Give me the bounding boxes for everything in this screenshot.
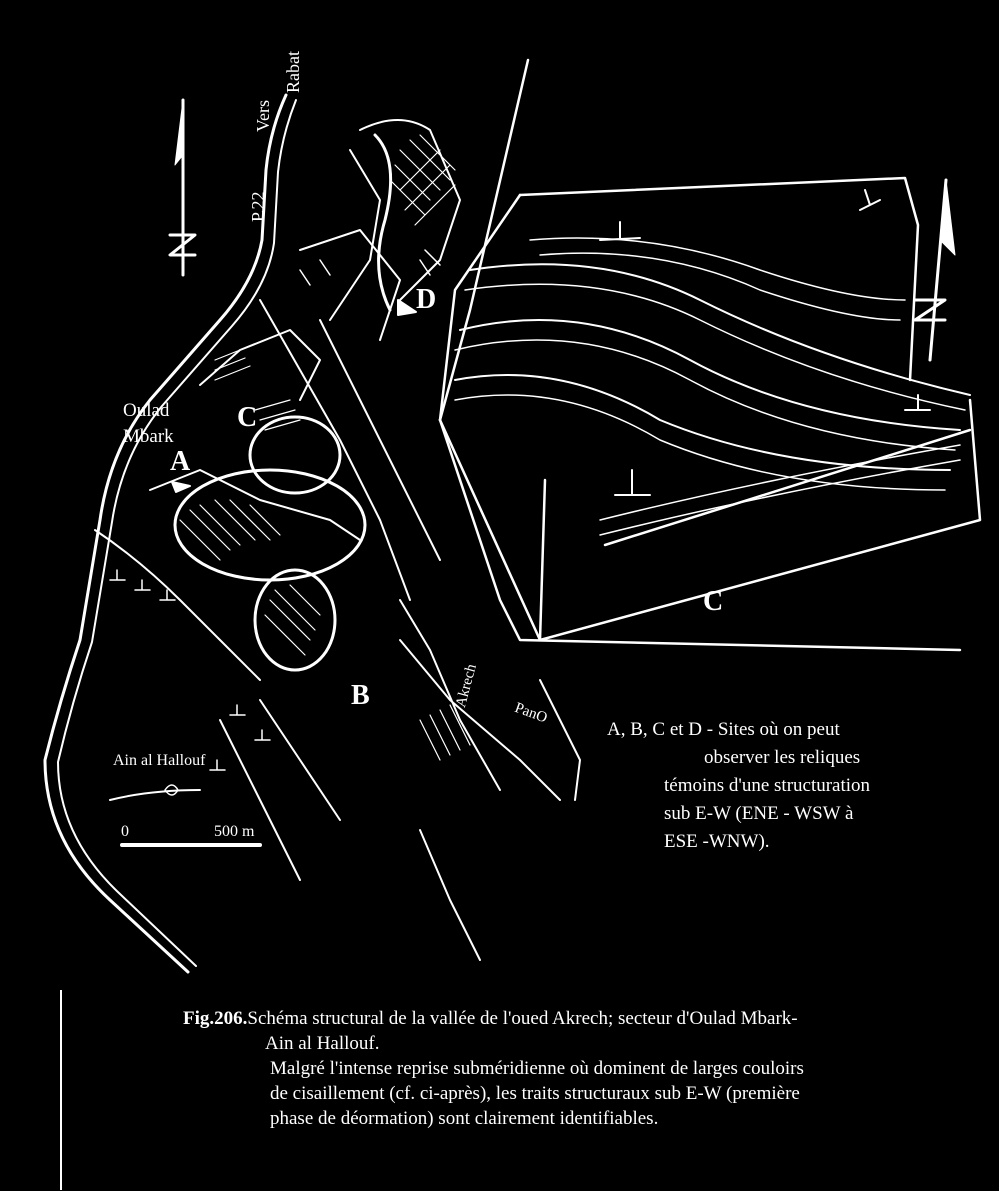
block-diagram-c-label: C bbox=[703, 586, 724, 617]
figure-caption bbox=[183, 1006, 973, 1131]
road-label-p22: P.22 bbox=[248, 191, 268, 222]
caption-rule bbox=[60, 990, 62, 1190]
figure-number: Fig.206. bbox=[183, 1008, 248, 1029]
geology-sketch bbox=[95, 120, 580, 960]
north-arrow-left bbox=[170, 100, 195, 275]
legend-line-1: A, B, C et D - Sites où on peut bbox=[607, 719, 840, 740]
road-direction-city: Rabat bbox=[283, 51, 303, 93]
site-b-label: B bbox=[351, 680, 370, 711]
legend-line-4: sub E-W (ENE - WSW à bbox=[664, 803, 854, 824]
caption-body-line1: Malgré l'intense reprise subméridienne où dominent de larges couloirs bbox=[270, 1058, 804, 1079]
legend-line-3: témoins d'une structuration bbox=[664, 775, 871, 796]
caption-body-line3: phase de déormation) sont clairement identifiables. bbox=[270, 1108, 659, 1129]
village-oulad-mbark-line2: Mbark bbox=[123, 426, 174, 447]
site-c-label: C bbox=[237, 402, 258, 433]
block-diagram bbox=[440, 178, 980, 640]
road-direction-vers: Vers bbox=[253, 100, 273, 132]
river-pano-label: PanO bbox=[512, 700, 550, 727]
north-arrow-right bbox=[915, 180, 955, 360]
caption-body-line2: de cisaillement (cf. ci-après), les traits structuraux sub E-W (première bbox=[270, 1083, 800, 1104]
map-frame-line bbox=[440, 60, 528, 420]
site-a-label: A bbox=[170, 446, 191, 477]
caption-title-line2: Ain al Hallouf. bbox=[265, 1033, 380, 1054]
scale-bar-start: 0 bbox=[121, 823, 129, 840]
site-d-label: D bbox=[416, 284, 437, 315]
river-akrech-label: Akrech bbox=[453, 662, 480, 710]
legend-line-2: observer les reliques bbox=[704, 747, 861, 768]
scale-bar-end: 500 m bbox=[214, 823, 255, 840]
legend-line-5: ESE -WNW). bbox=[664, 831, 770, 852]
legend bbox=[607, 716, 937, 856]
village-oulad-mbark-line1: Oulad bbox=[123, 400, 170, 421]
caption-title-line1: Schéma structural de la vallée de l'oued Akrech; secteur d'Oulad Mbark- bbox=[247, 1008, 798, 1029]
village-ain-al-hallouf: Ain al Hallouf bbox=[113, 752, 206, 769]
